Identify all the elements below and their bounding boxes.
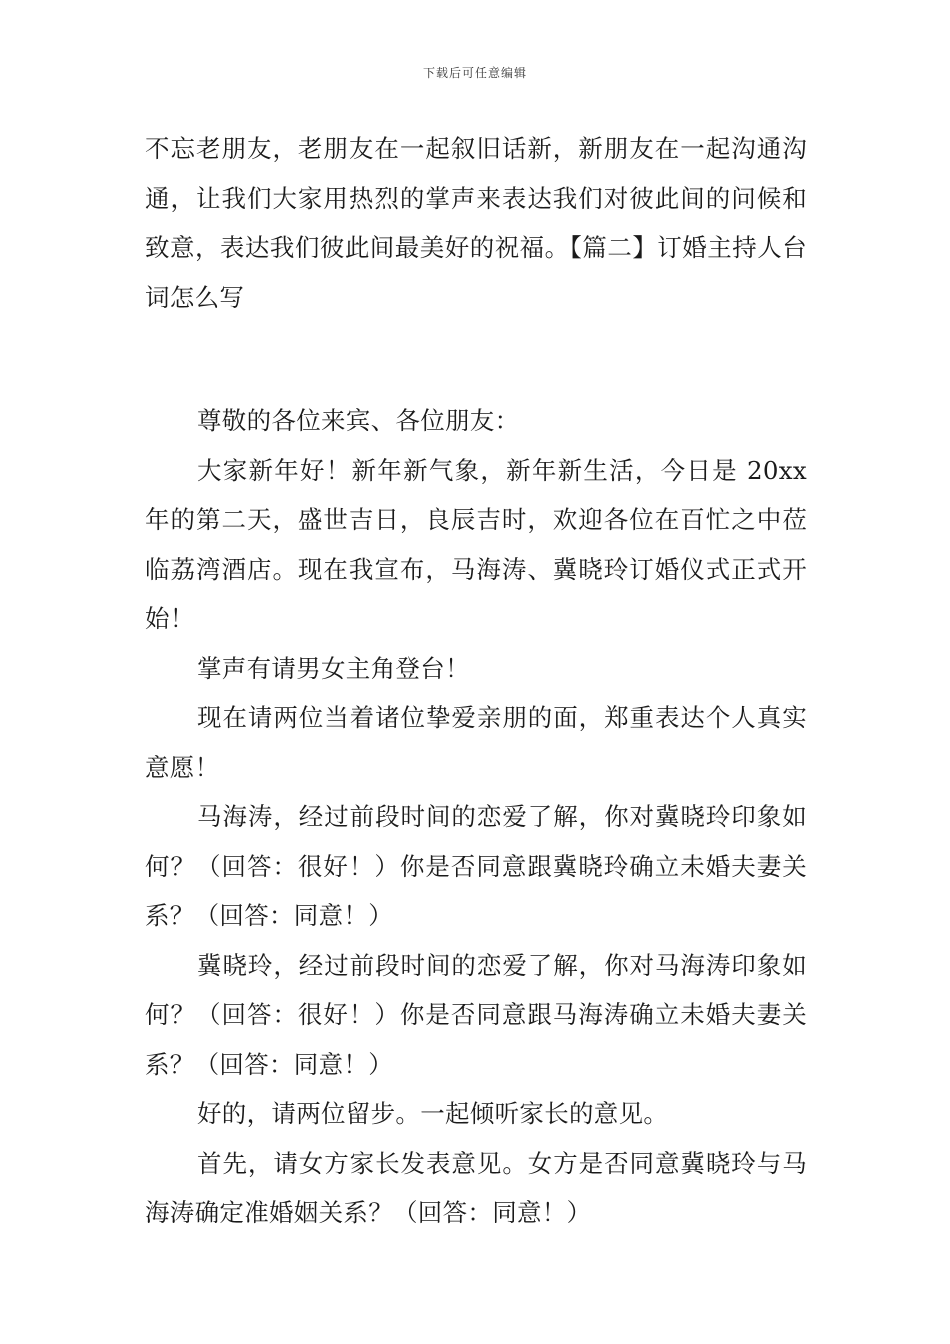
document-body [145,124,807,1238]
paragraph-bride-parents: 首先，请女方家长发表意见。女方是否同意冀晓玲与马海涛确定准婚姻关系？（回答：同意！） [145,1148,807,1227]
page-header-note: 下载后可任意编辑 [422,66,527,80]
paragraph-greeting: 尊敬的各位来宾、各位朋友： [197,406,520,435]
section-gap [145,322,807,396]
paragraph-parents-intro: 好的，请两位留步。一起倾听家长的意见。 [197,1099,669,1128]
paragraph-opening: 大家新年好！新年新气象，新年新生活，今日是 20xx 年的第二天，盛世吉日，良辰吉时，欢迎各位在百忙之中莅临荔湾酒店。现在我宣布，马海涛、冀晓玲订婚仪式正式开始！ [145,455,807,633]
paragraph-continuation: 不忘老朋友，老朋友在一起叙旧话新，新朋友在一起沟通沟通，让我们大家用热烈的掌声来表达我们对彼此间的问候和致意，表达我们彼此间最美好的祝福。【篇二】订婚主持人台词怎么写 [145,134,807,312]
paragraph-groom-question: 马海涛，经过前段时间的恋爱了解，你对冀晓玲印象如何？（回答：很好！）你是否同意跟冀晓玲确立未婚夫妻关系？（回答：同意！） [145,802,807,930]
paragraph-bride-question: 冀晓玲，经过前段时间的恋爱了解，你对马海涛印象如何？（回答：很好！）你是否同意跟马海涛确立未婚夫妻关系？（回答：同意！） [145,950,807,1079]
paragraph-intent: 现在请两位当着诸位挚爱亲朋的面，郑重表达个人真实意愿！ [145,703,807,782]
paragraph-invite: 掌声有请男女主角登台！ [197,653,470,683]
